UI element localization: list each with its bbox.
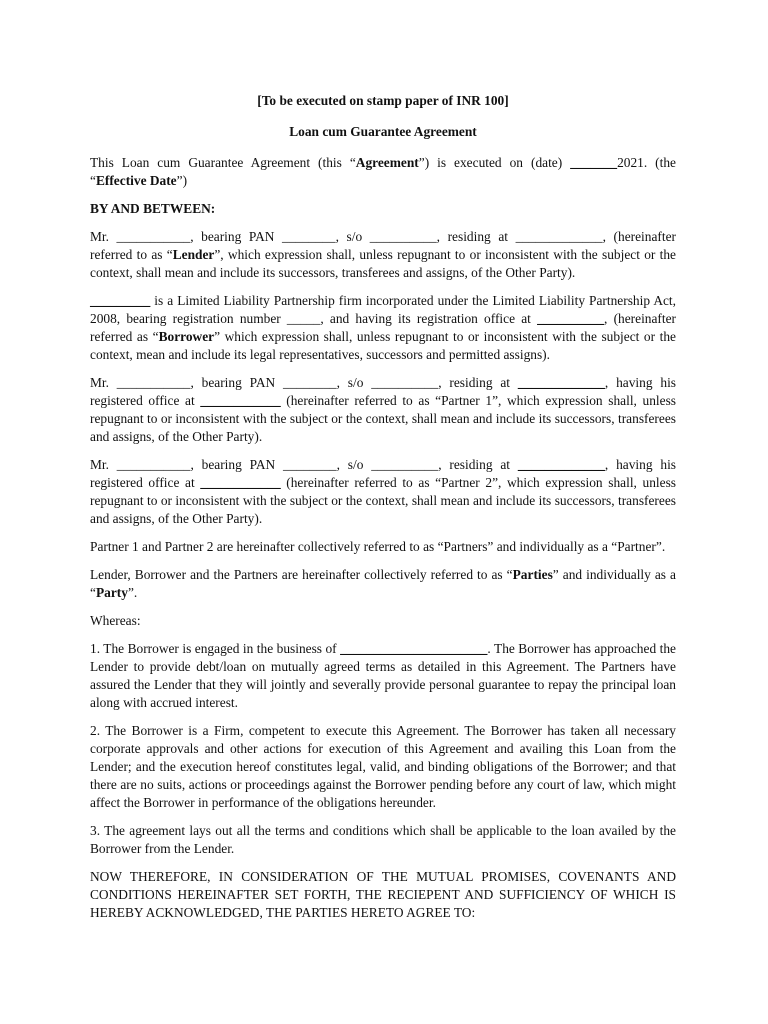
stamp-paper-note: [To be executed on stamp paper of INR 100] [257,93,509,108]
now-therefore-clause: NOW THEREFORE, IN CONSIDERATION OF THE MUTUAL PROMISES, COVENANTS AND CONDITIONS HEREINAFTER SET FORTH, THE RECIEPENT AND SUFFICIENCY OF WHICH IS HEREBY ACKNOWLEDGED, THE PARTIES HERETO AGREE TO: [90,869,676,920]
intro-paragraph: This Loan cum Guarantee Agreement (this “Agreement”) is executed on (date) _______2021. (the “Effective Date”) [90,155,676,188]
parties-definition: Lender, Borrower and the Partners are hereinafter collectively referred to as “Parties” and individually as a “Party”. [90,567,676,600]
whereas-label: Whereas: [90,613,141,628]
recital-3: 3. The agreement lays out all the terms and conditions which shall be applicable to the loan availed by the Borrower from the Lender. [90,823,676,856]
partners-definition: Partner 1 and Partner 2 are hereinafter collectively referred to as “Partners” and individually as a “Partner”. [90,539,666,554]
partner2-paragraph: Mr. ___________, bearing PAN ________, s/o __________, residing at _____________, having his registered office at ____________ (hereinafter referred to as “Partner 2”, which expression shall, unless repugnant to or inconsistent with the subject or the context, shall mean and include its successors, transferees and assigns, of the Other Party). [90,457,676,526]
partner1-paragraph: Mr. ___________, bearing PAN ________, s/o __________, residing at _____________, having his registered office at ____________ (hereinafter referred to as “Partner 1”, which expression shall, unless repugnant to or inconsistent with the subject or the context, shall mean and include its successors, transferees and assigns, of the Other Party). [90,375,676,444]
recital-1: 1. The Borrower is engaged in the business of ______________________. The Borrower has approached the Lender to provide debt/loan on mutually agreed terms as detailed in this Agreement. The Partners have assured the Lender that they will jointly and severally provide personal guarantee to repay the principal loan along with accrued interest. [90,641,676,710]
lender-paragraph: Mr. ___________, bearing PAN ________, s/o __________, residing at _____________, (hereinafter referred to as “Lender”, which expression shall, unless repugnant to or inconsistent with the subject or the context, shall mean and include its successors, transferees and assigns, of the Other Party). [90,229,676,280]
recital-2: 2. The Borrower is a Firm, competent to execute this Agreement. The Borrower has taken all necessary corporate approvals and other actions for execution of this Agreement and availing this Loan from the Lender; and the execution hereof constitutes legal, valid, and binding obligations of the Borrower; and that there are no suits, actions or proceedings against the Borrower pending before any court of law, which might affect the Borrower in performance of the obligations hereunder. [90,723,676,810]
agreement-title: Loan cum Guarantee Agreement [289,124,477,139]
borrower-paragraph: _________ is a Limited Liability Partnership firm incorporated under the Limited Liability Partnership Act, 2008, bearing registration number _____, and having its registration office at __________, (hereinafter referred as “Borrower” which expression shall, unless repugnant to or inconsistent with the subject or the context, mean and include its legal representatives, successors and permitted assigns). [90,293,677,362]
by-and-between-heading: BY AND BETWEEN: [90,201,216,216]
document-page [90,92,676,932]
